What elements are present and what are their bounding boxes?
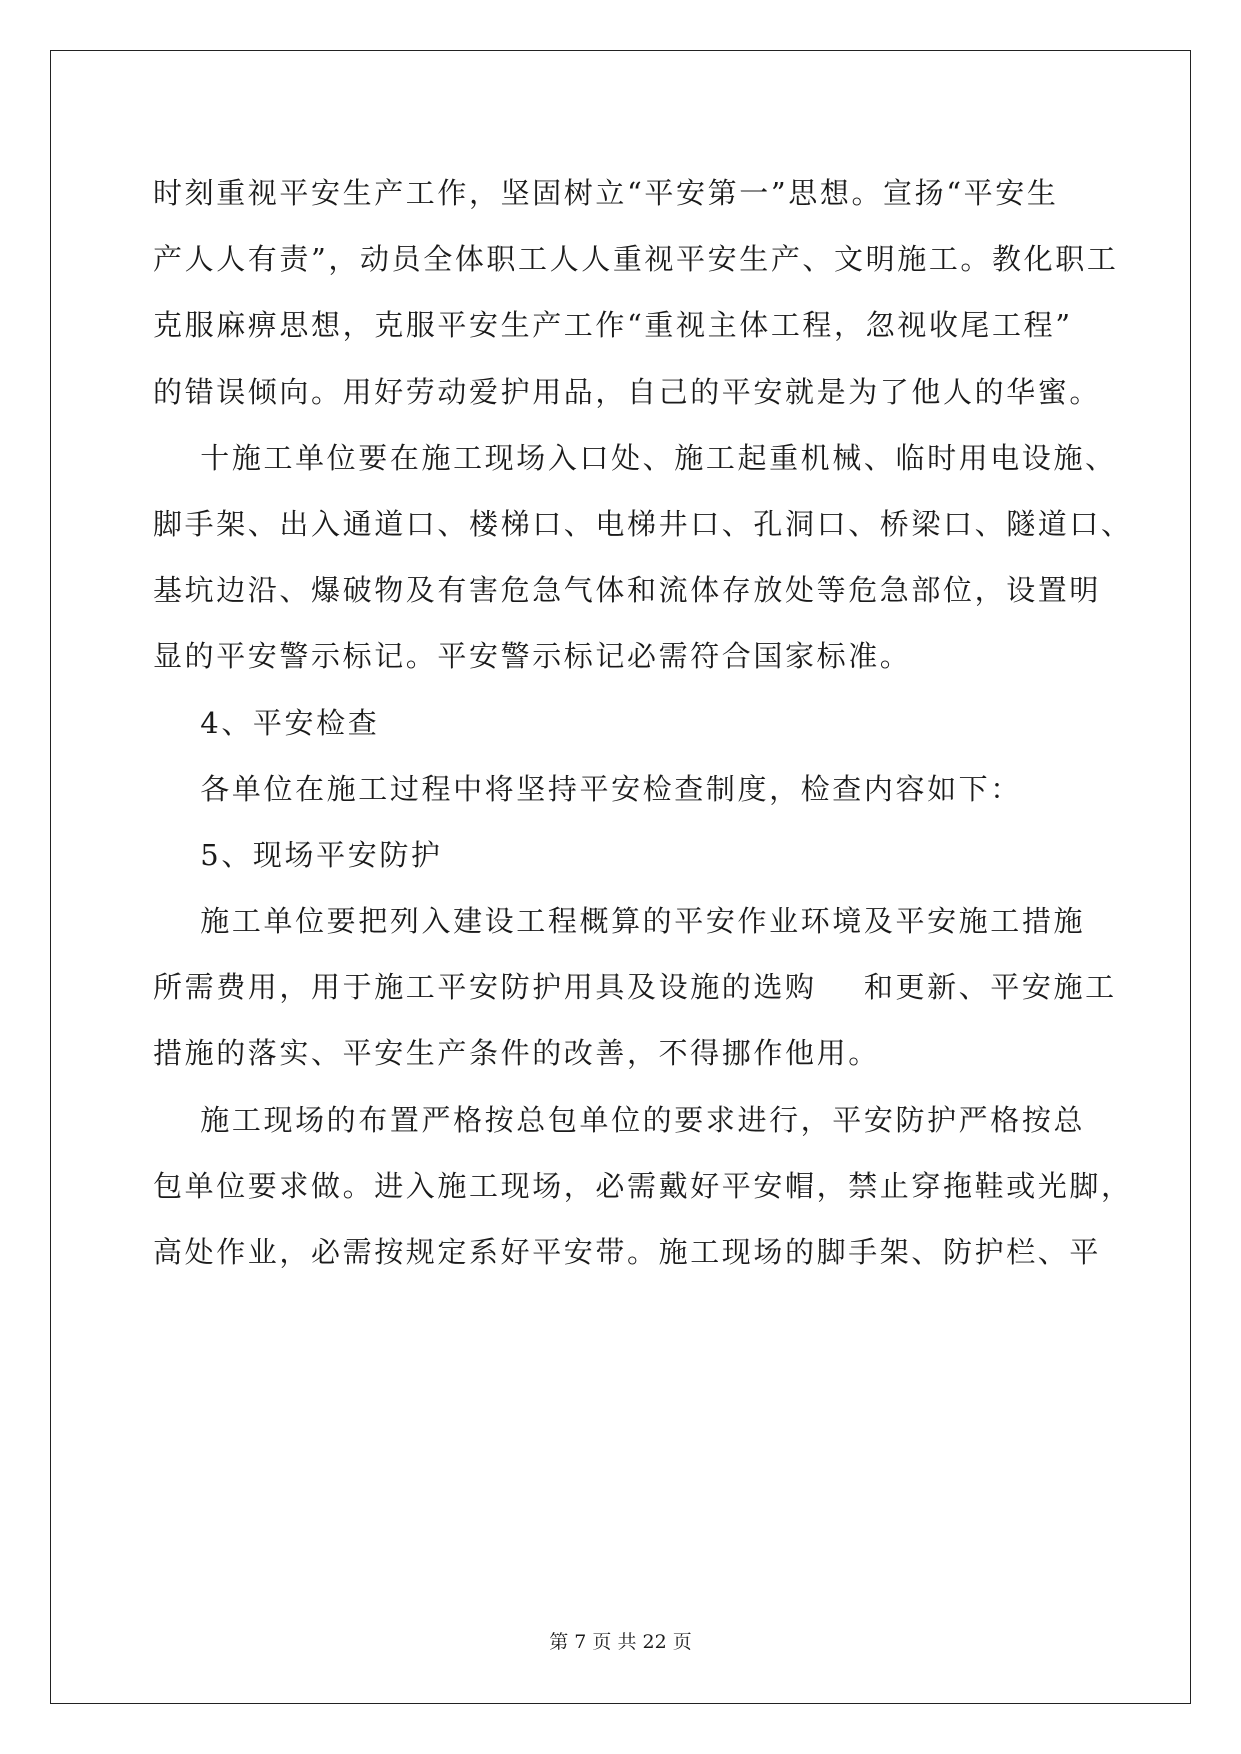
text-line: 施工单位要把列入建设工程概算的平安作业环境及平安施工措施	[153, 904, 1086, 939]
text-line: 包单位要求做。进入施工现场，必需戴好平安帽，禁止穿拖鞋或光脚，	[153, 1168, 1133, 1203]
text-line: 基坑边沿、爆破物及有害危急气体和流体存放处等危急部位，设置明	[153, 573, 1102, 608]
text-line: 显的平安警示标记。平安警示标记必需符合国家标准。	[153, 639, 912, 674]
document-body	[153, 160, 1133, 1285]
text-line: 时刻重视平安生产工作，坚固树立“平安第一”思想。宣扬“平安生	[153, 176, 1059, 210]
text-line: 的错误倾向。用好劳动爱护用品，自己的平安就是为了他人的华蜜。	[153, 374, 1102, 409]
text-line: 产人人有责”，动员全体职工人人重视平安生产、文明施工。教化职工	[153, 242, 1119, 277]
text-line: 各单位在施工过程中将坚持平安检查制度，检查内容如下：	[153, 771, 1022, 806]
text-line: 十施工单位要在施工现场入口处、施工起重机械、临时用电设施、	[153, 440, 1117, 475]
page-number-footer: 第 7 页 共 22 页	[549, 1631, 692, 1653]
text-line: 高处作业，必需按规定系好平安带。施工现场的脚手架、防护栏、平	[153, 1235, 1102, 1269]
text-line: 克服麻痹思想，克服平安生产工作“重视主体工程，忽视收尾工程”	[153, 308, 1073, 343]
section-heading: 4、平安检查	[153, 705, 380, 740]
section-heading: 5、现场平安防护	[153, 837, 443, 872]
text-line: 措施的落实、平安生产条件的改善，不得挪作他用。	[153, 1036, 880, 1071]
text-line: 施工现场的布置严格按总包单位的要求进行，平安防护严格按总	[153, 1102, 1086, 1137]
text-line: 脚手架、出入通道口、楼梯口、电梯井口、孔洞口、桥梁口、隧道口、	[153, 506, 1133, 541]
text-line: 所需费用，用于施工平安防护用具及设施的选购 和更新、平安施工	[153, 970, 1117, 1005]
